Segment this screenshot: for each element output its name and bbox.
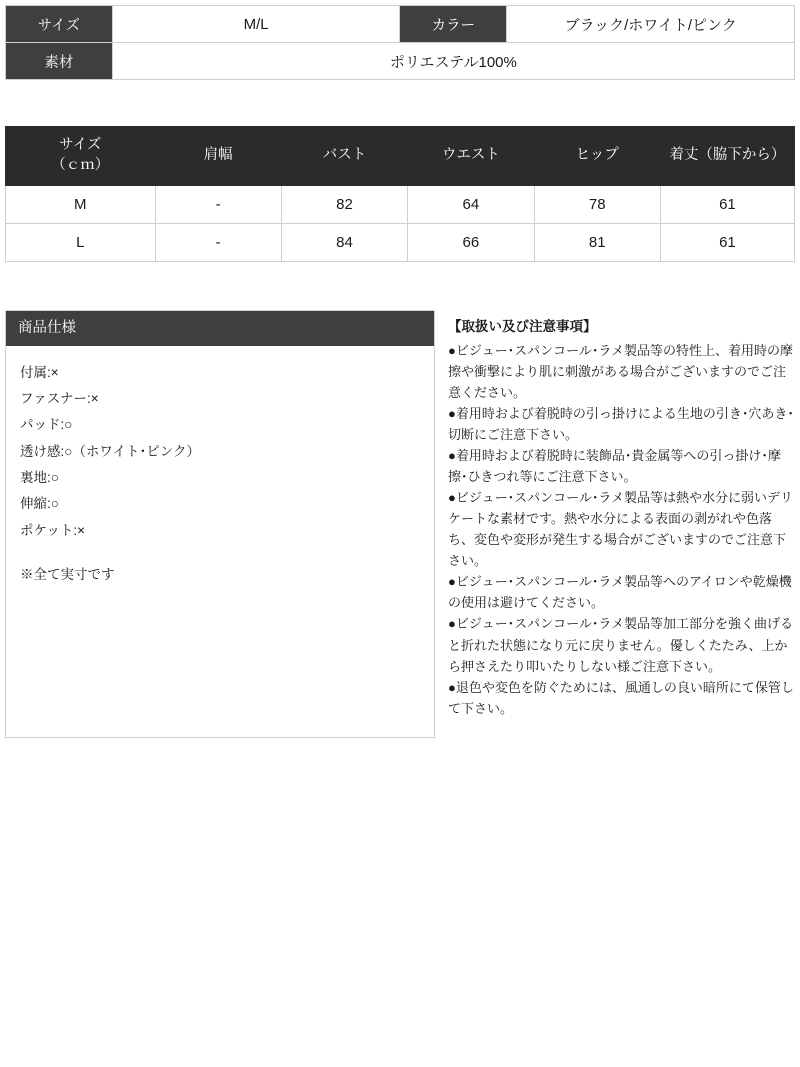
- cell-hip-l: 81: [534, 224, 660, 262]
- cell-length-m: 61: [660, 186, 794, 224]
- list-item: 裏地:○: [20, 470, 59, 486]
- column-header-shoulder: 肩幅: [155, 127, 281, 186]
- list-item: ●ビジュー･スパンコール･ラメ製品等加工部分を強く曲げると折れた状態になり元に戻りません。優しくたたみ、上から押さえたり叩いたりしない様ご注意下さい。: [448, 616, 793, 674]
- measurement-table-head: [6, 127, 795, 186]
- column-header-bust: バスト: [281, 127, 407, 186]
- spec-value-size: M/L: [112, 6, 400, 43]
- list-item: 付属:×: [20, 364, 59, 380]
- product-spec-table: [5, 5, 795, 80]
- table-row: [6, 6, 795, 43]
- spec-label-material: 素材: [6, 43, 113, 80]
- column-header-size: [6, 127, 156, 186]
- list-item: 伸縮:○: [20, 496, 59, 512]
- cell-waist-m: 64: [408, 186, 534, 224]
- cell-size-l: L: [6, 224, 156, 262]
- product-specification-box: [5, 310, 435, 738]
- column-header-hip: ヒップ: [534, 127, 660, 186]
- list-item: ●着用時および着脱時に装飾品･貴金属等への引っ掛け･摩擦･ひきつれ等にご注意下さい。: [448, 448, 781, 485]
- cell-bust-m: 82: [281, 186, 407, 224]
- cell-hip-m: 78: [534, 186, 660, 224]
- spec-label-color: カラー: [400, 6, 507, 43]
- list-item: ●ビジュー･スパンコール･ラメ製品等の特性上、着用時の摩擦や衝撃により肌に刺激がある場合がございますのでご注意ください。: [448, 342, 793, 400]
- list-item: ファスナー:×: [20, 391, 99, 407]
- list-item: ポケット:×: [20, 522, 85, 538]
- list-item: ●ビジュー･スパンコール･ラメ製品等へのアイロンや乾燥機の使用は避けてください。: [448, 574, 792, 611]
- column-header-size-line1: サイズ: [59, 137, 102, 154]
- product-specification-body: [6, 346, 434, 589]
- column-header-length: 着丈（脇下から）: [660, 127, 794, 186]
- cell-shoulder-m: -: [155, 186, 281, 224]
- cell-length-l: 61: [660, 224, 794, 262]
- measurement-table-body: [6, 186, 795, 262]
- table-header-row: [6, 127, 795, 186]
- table-row: [6, 43, 795, 80]
- cell-waist-l: 66: [408, 224, 534, 262]
- handling-notice-title: 【取扱い及び注意事項】: [448, 319, 597, 334]
- handling-notice: [448, 316, 796, 719]
- list-item: ●退色や変色を防ぐためには、風通しの良い暗所にて保管して下さい。: [448, 679, 794, 716]
- cell-size-m: M: [6, 186, 156, 224]
- spec-value-material: ポリエステル100%: [112, 43, 794, 80]
- product-specification-note: ※全て実寸です: [20, 567, 115, 583]
- column-header-size-line2: （ｃｍ）: [51, 157, 110, 173]
- table-row: [6, 224, 795, 262]
- list-item: 透け感:○（ホワイト･ピンク）: [20, 443, 200, 459]
- list-item: パッド:○: [20, 417, 73, 433]
- product-specification-title: 商品仕様: [6, 311, 434, 346]
- spec-table-body: [6, 6, 795, 80]
- spec-value-color: ブラック/ホワイト/ピンク: [507, 6, 795, 43]
- list-item: ●ビジュー･スパンコール･ラメ製品等は熱や水分に弱いデリケートな素材です。熱や水分による表面の剥がれや色落ち、変色や変形が発生する場合がございますのでご注意下さい。: [448, 490, 793, 569]
- table-row: [6, 186, 795, 224]
- cell-bust-l: 84: [281, 224, 407, 262]
- spec-label-size: サイズ: [6, 6, 113, 43]
- measurement-table: [5, 126, 795, 262]
- cell-shoulder-l: -: [155, 224, 281, 262]
- column-header-waist: ウエスト: [408, 127, 534, 186]
- list-item: ●着用時および着脱時の引っ掛けによる生地の引き･穴あき･切断にご注意下さい。: [448, 406, 794, 443]
